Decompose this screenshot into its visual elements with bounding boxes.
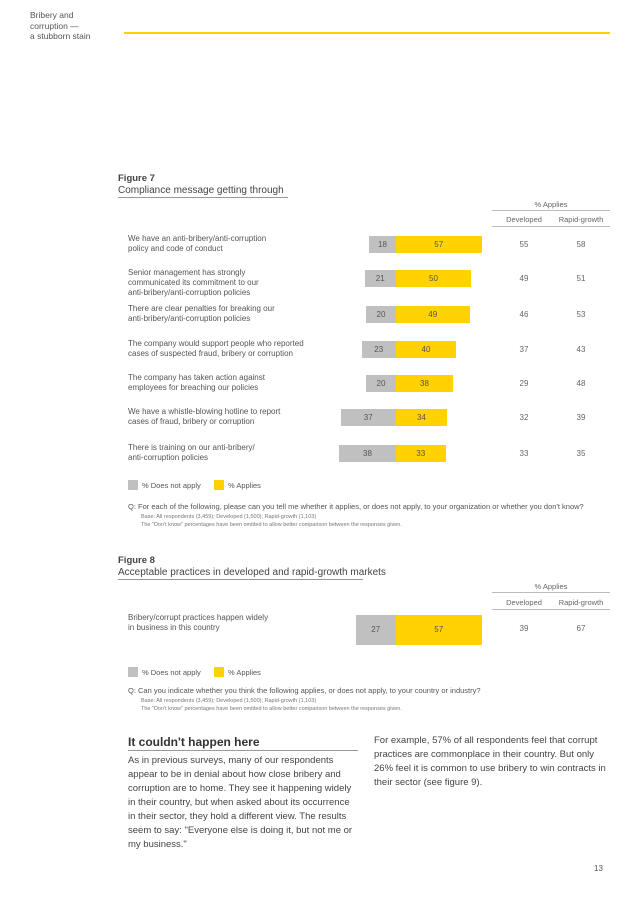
rapid-growth-value: 53 <box>576 310 586 319</box>
side-title <box>30 10 120 42</box>
legend-swatch-applies <box>214 480 224 490</box>
rapid-growth-value: 58 <box>576 240 586 249</box>
bar-value-applies: 38 <box>420 379 429 388</box>
side-title-line: corruption — <box>30 20 79 31</box>
figure8-header-rule-bottom <box>492 609 610 610</box>
row-label-line: anti-bribery/anti-corruption policies <box>128 314 251 323</box>
legend-swatch-not-apply <box>128 480 138 490</box>
row-label-line: anti-corruption policies <box>128 453 209 462</box>
figure7-title: Compliance message getting through <box>118 185 284 196</box>
bar-value-applies: 49 <box>428 310 438 319</box>
page-number: 13 <box>594 864 603 873</box>
figure8-col-developed: Developed <box>506 598 542 607</box>
bar-value-does-not-apply: 37 <box>363 413 373 422</box>
row-label <box>128 304 338 324</box>
bar-value-does-not-apply: 27 <box>371 625 381 634</box>
row-label-line: communicated its commitment to our <box>128 278 259 287</box>
figure8-col-rapid: Rapid-growth <box>558 598 604 607</box>
figure7-header-rule-bottom <box>492 226 610 227</box>
figure8-applies-header: % Applies <box>534 582 568 591</box>
top-accent-rule <box>124 32 610 34</box>
bar-value-does-not-apply: 20 <box>376 310 386 319</box>
row-label <box>128 373 338 393</box>
figure8-base-note: Base: All respondents (3,459); Developed (1,500); Rapid-growth (1,103) <box>141 698 317 704</box>
row-label-line: anti-bribery/anti-corruption policies <box>128 288 251 297</box>
figure8-title: Acceptable practices in developed and rapid-growth markets <box>118 567 386 578</box>
bar-value-does-not-apply: 38 <box>363 449 372 458</box>
bar-value-does-not-apply: 23 <box>374 345 384 354</box>
figure8-dk-note: The "Don't know" percentages have been omitted to allow better comparison between the responses given. <box>141 706 402 712</box>
row-label <box>128 407 338 427</box>
row-label <box>128 613 338 633</box>
developed-value: 32 <box>519 413 529 422</box>
figure8-title-rule <box>118 579 363 580</box>
row-label-line: cases of suspected fraud, bribery or corruption <box>128 349 293 358</box>
figure7-title-rule <box>118 197 288 198</box>
legend-swatch-applies <box>214 667 224 677</box>
legend-label-not-apply: % Does not apply <box>142 481 201 490</box>
developed-value: 49 <box>519 274 529 283</box>
figure7-applies-header: % Applies <box>534 200 568 209</box>
row-label <box>128 268 338 298</box>
developed-value: 39 <box>519 624 529 633</box>
developed-value: 33 <box>519 449 529 458</box>
figure7-label: Figure 7 <box>118 173 155 184</box>
bar-value-does-not-apply: 18 <box>378 240 387 249</box>
bar-value-applies: 33 <box>416 449 426 458</box>
legend-label-applies: % Applies <box>228 668 261 677</box>
figure8-header-rule <box>492 592 610 593</box>
figure7-base-note: Base: All respondents (3,459); Developed (1,500); Rapid-growth (1,103) <box>141 514 317 520</box>
legend-swatch-not-apply <box>128 667 138 677</box>
row-label-line: There is training on our anti-bribery/ <box>128 443 255 452</box>
row-label-line: Senior management has strongly <box>128 268 246 277</box>
bar-value-applies: 34 <box>417 413 426 422</box>
rapid-growth-value: 35 <box>576 449 586 458</box>
rapid-growth-value: 67 <box>576 624 586 633</box>
row-label-line: cases of fraud, bribery or corruption <box>128 417 255 426</box>
developed-value: 55 <box>519 240 529 249</box>
section-left-text: As in previous surveys, many of our respondents appear to be in denial about how close bribery and corruption are to home. They see it happening widely in their country, but when asked about its occurrence in their sector, they hold a different view. The results seem to say: "Everyone else is doing it, but not me or my business." <box>128 755 353 850</box>
row-label <box>128 443 338 463</box>
rapid-growth-value: 39 <box>576 413 586 422</box>
row-label-line: We have an anti-bribery/anti-corruption <box>128 234 267 243</box>
row-label <box>128 339 338 359</box>
row-label-line: The company has taken action against <box>128 373 265 382</box>
row-label <box>128 234 338 254</box>
rapid-growth-value: 48 <box>576 379 586 388</box>
figure7-question: Q: For each of the following, please can you tell me whether it applies, or does not apply, to your organization or whether you don't know? <box>128 502 584 511</box>
figure7-header-rule <box>492 210 610 211</box>
row-label-line: in business in this country <box>128 623 220 632</box>
legend-label-applies: % Applies <box>228 481 261 490</box>
figure8-question: Q: Can you indicate whether you think the following applies, or does not apply, to your country or industry? <box>128 686 481 695</box>
bar-value-does-not-apply: 20 <box>376 379 386 388</box>
side-title-line: a stubborn stain <box>30 31 91 41</box>
bar-value-applies: 57 <box>434 240 444 249</box>
rapid-growth-value: 51 <box>576 274 586 283</box>
bar-value-does-not-apply: 21 <box>375 274 385 283</box>
bar-value-applies: 50 <box>429 274 438 283</box>
row-label-line: Bribery/corrupt practices happen widely <box>128 613 269 622</box>
row-label-line: There are clear penalties for breaking our <box>128 304 275 313</box>
rapid-growth-value: 43 <box>576 345 586 354</box>
section-heading-rule <box>128 750 358 751</box>
section-heading: It couldn't happen here <box>128 735 260 749</box>
developed-value: 46 <box>519 310 529 319</box>
bar-value-applies: 57 <box>434 625 444 634</box>
figure7-col-rapid: Rapid-growth <box>558 215 604 224</box>
row-label-line: employees for breaching our policies <box>128 383 259 392</box>
bar-value-applies: 40 <box>421 345 431 354</box>
legend-label-not-apply: % Does not apply <box>142 668 201 677</box>
figure7-col-developed: Developed <box>506 215 542 224</box>
row-label-line: The company would support people who reported <box>128 339 304 348</box>
developed-value: 37 <box>519 345 529 354</box>
side-title-line: Bribery and <box>30 10 74 20</box>
section-right-text: For example, 57% of all respondents feel that corrupt practices are commonplace in their country. But only 26% feel it is common to use bribery to win contracts in their sector (see figure 9). <box>374 735 606 788</box>
row-label-line: We have a whistle-blowing hotline to report <box>128 407 281 416</box>
figure8-label: Figure 8 <box>118 555 155 566</box>
figure7-dk-note: The "Don't know" percentages have been omitted to allow better comparison between the responses given. <box>141 522 402 528</box>
row-label-line: policy and code of conduct <box>128 244 223 253</box>
developed-value: 29 <box>519 379 529 388</box>
